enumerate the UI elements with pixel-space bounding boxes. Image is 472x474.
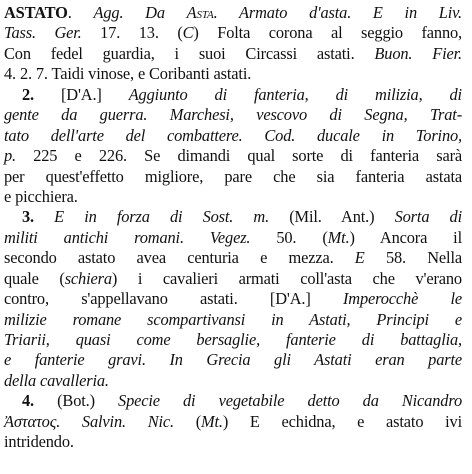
text-line bbox=[4, 3, 462, 23]
text-line bbox=[4, 310, 462, 330]
text-line bbox=[4, 64, 462, 84]
text-segment: quale ( bbox=[4, 268, 65, 288]
text-segment: milizie romane scompartivansi in Astati, Principi e bbox=[4, 309, 462, 329]
text-line bbox=[4, 167, 462, 187]
text-line bbox=[4, 350, 462, 370]
text-segment: 4. 2. 7. Taidi vinose, e Coribanti astati. bbox=[4, 64, 252, 84]
text-segment: C bbox=[182, 23, 194, 43]
text-segment: 4. bbox=[22, 391, 58, 411]
text-line bbox=[4, 207, 462, 227]
text-segment: ) Ancora il bbox=[349, 227, 462, 247]
text-line bbox=[4, 248, 462, 268]
text-segment: 225 e 226. Se dimandi qual sorte di fanteria sarà bbox=[16, 146, 462, 166]
text-segment: (Mil. Ant.) bbox=[269, 207, 395, 227]
text-segment: Aggiunto di fanteria bbox=[128, 84, 305, 104]
text-segment: tato dell'arte del combattere. Cod. ducale in Torino, bbox=[4, 125, 462, 145]
text-line bbox=[4, 105, 462, 125]
text-segment: gente da guerra. Marchesi, vescovo di Segna, Trat- bbox=[4, 105, 462, 125]
text-segment: della cavalleria. bbox=[4, 370, 109, 390]
text-line bbox=[4, 269, 462, 289]
text-segment: intridendo. bbox=[4, 432, 74, 452]
text-segment: Tass. Ger. bbox=[4, 23, 82, 43]
text-segment: Ἀστατος. Salvin. Nic. bbox=[4, 411, 174, 431]
text-segment: , bbox=[418, 84, 450, 104]
text-line bbox=[4, 126, 462, 146]
text-line bbox=[4, 228, 462, 248]
text-line bbox=[4, 85, 462, 105]
text-line bbox=[4, 330, 462, 350]
text-segment: Asta bbox=[186, 3, 214, 22]
text-line bbox=[4, 289, 462, 309]
text-line bbox=[4, 146, 462, 166]
text-line bbox=[4, 371, 462, 391]
text-segment: 58. Nella bbox=[364, 248, 462, 268]
text-segment: e fanterie gravi. In Grecia gli Astati eran parte bbox=[4, 350, 462, 370]
text-segment: p. bbox=[4, 146, 16, 166]
text-segment: 17. 13. ( bbox=[81, 23, 183, 43]
headword: ASTATO bbox=[4, 3, 68, 22]
text-line bbox=[4, 187, 462, 207]
text-segment: Buon. Fier. bbox=[374, 43, 462, 63]
text-segment: Sorta di bbox=[394, 207, 462, 227]
text-segment: Mt. bbox=[327, 227, 350, 247]
text-segment: ) i cavalieri armati coll'asta che v'erano bbox=[111, 268, 462, 288]
text-segment: 2. bbox=[22, 84, 61, 104]
text-line bbox=[4, 391, 462, 411]
text-segment: . bbox=[67, 3, 94, 22]
text-segment: militi antichi romani. Vegez. bbox=[4, 227, 251, 247]
text-segment: Mt. bbox=[201, 411, 223, 431]
text-segment: Imperocchè le bbox=[342, 289, 463, 309]
text-segment: di milizia bbox=[335, 84, 419, 104]
text-segment: secondo astato avea centuria e mezza. bbox=[4, 248, 355, 268]
text-line bbox=[4, 432, 462, 452]
text-segment: , bbox=[304, 84, 336, 104]
text-segment: E bbox=[354, 248, 365, 268]
text-segment: ) E echidna, e astato ivi bbox=[222, 411, 462, 431]
text-segment: Triarii, quasi come bersaglie, fanterie di battaglia, bbox=[4, 330, 462, 349]
text-segment: 3. bbox=[22, 207, 55, 227]
text-line bbox=[4, 23, 462, 43]
text-segment: E in forza di Sost. m. bbox=[54, 207, 270, 227]
text-segment: ) Folta corona al seggio fanno, bbox=[193, 23, 462, 43]
text-segment: Con fedel guardia, i suoi Circassi astati. bbox=[4, 43, 375, 63]
text-segment: Agg. Da bbox=[93, 3, 187, 22]
text-segment: . Armato d'asta. E in Liv. bbox=[213, 3, 462, 22]
text-segment: contro, s'appellavano astati. [D'A.] bbox=[4, 289, 343, 309]
text-segment: [D'A.] bbox=[60, 84, 129, 104]
text-line bbox=[4, 44, 462, 64]
text-segment: ( bbox=[173, 411, 202, 431]
text-line bbox=[4, 412, 462, 432]
text-segment: Specie di vegetabile detto da Nicandro bbox=[118, 391, 462, 411]
text-segment: e picchiera. bbox=[4, 186, 78, 206]
text-segment: (Bot.) bbox=[57, 391, 119, 411]
text-segment: schiera bbox=[64, 268, 112, 288]
text-segment: 50. ( bbox=[250, 227, 328, 247]
text-segment: di bbox=[449, 84, 462, 104]
text-segment: per quest'effetto migliore, pare che sia fanteria astata bbox=[4, 166, 462, 186]
